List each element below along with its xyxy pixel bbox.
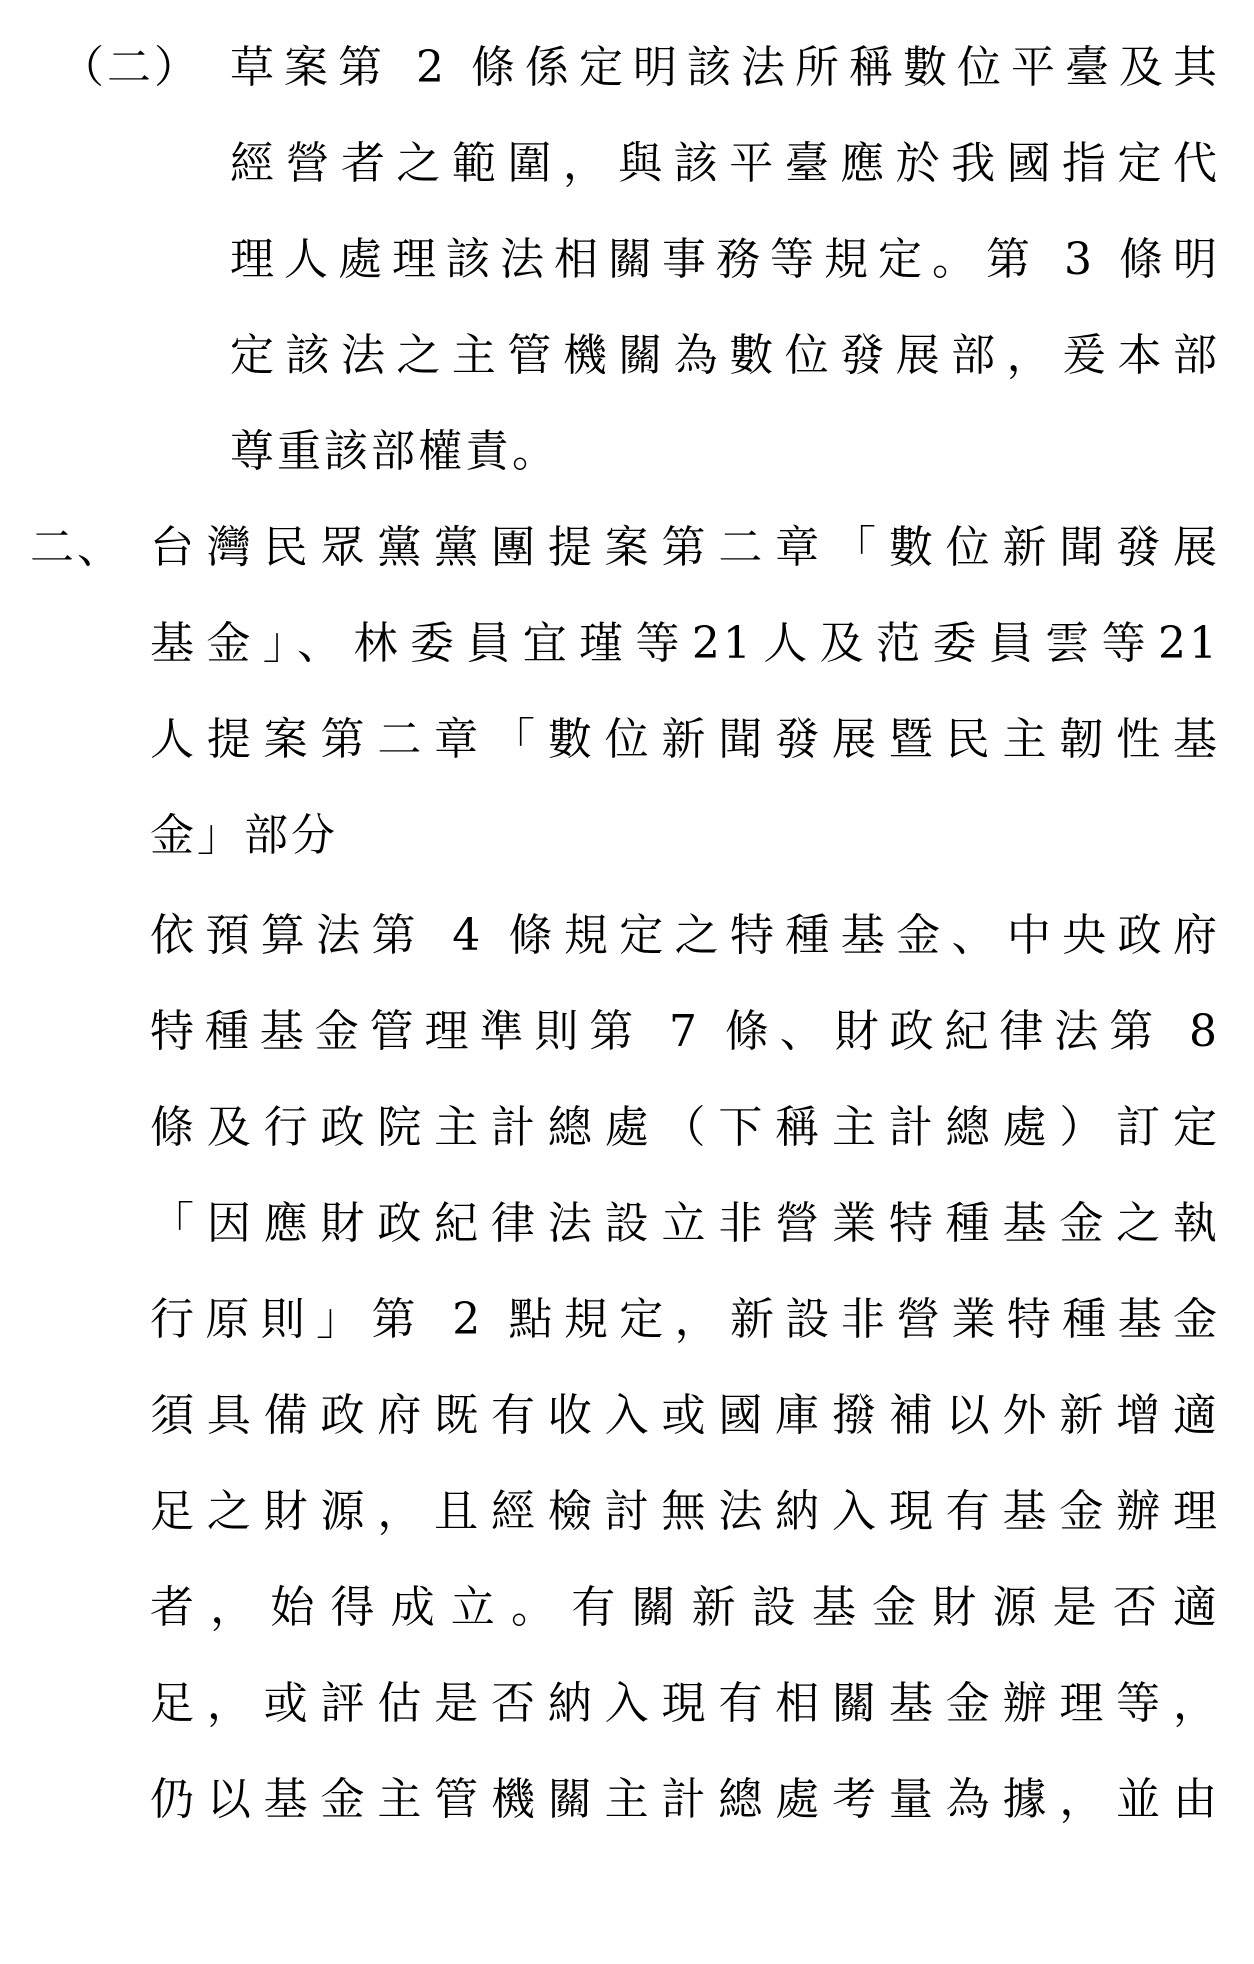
section-label: 二、	[30, 522, 124, 573]
sub-item-line-3: 理人處理該法相關事務等規定。第 3 條明	[230, 234, 1220, 285]
sub-item-line-1: 草案第 2 條係定明該法所稱數位平臺及其	[230, 42, 1220, 93]
body-line-3: 條及行政院主計總處（下稱主計總處）訂定	[150, 1102, 1220, 1153]
body-line-4: 「因應財政紀律法設立非營業特種基金之執	[150, 1198, 1220, 1249]
body-line-2: 特種基金管理準則第 7 條、財政紀律法第 8	[150, 1006, 1220, 1057]
sub-item-label: （二）	[60, 42, 201, 93]
body-line-1: 依預算法第 4 條規定之特種基金、中央政府	[150, 910, 1220, 961]
section-heading-line-4: 金」部分	[150, 810, 338, 861]
section-heading-line-2: 基金」、林委員宜瑾等21人及范委員雲等21	[150, 618, 1220, 669]
sub-item-line-4: 定該法之主管機關為數位發展部，爰本部	[230, 330, 1220, 381]
body-line-7: 足之財源，且經檢討無法納入現有基金辦理	[150, 1486, 1220, 1537]
sub-item-line-5: 尊重該部權責。	[230, 426, 559, 477]
section-heading-line-1: 台灣民眾黨黨團提案第二章「數位新聞發展	[150, 522, 1220, 573]
sub-item-line-2: 經營者之範圍，與該平臺應於我國指定代	[230, 138, 1220, 189]
body-line-6: 須具備政府既有收入或國庫撥補以外新增適	[150, 1390, 1220, 1441]
section-heading-line-3: 人提案第二章「數位新聞發展暨民主韌性基	[150, 714, 1220, 765]
body-line-9: 足，或評估是否納入現有相關基金辦理等，	[150, 1678, 1220, 1729]
body-line-8: 者，始得成立。有關新設基金財源是否適	[150, 1582, 1220, 1633]
body-line-5: 行原則」第 2 點規定，新設非營業特種基金	[150, 1294, 1220, 1345]
body-line-10: 仍以基金主管機關主計總處考量為據，並由	[150, 1774, 1220, 1825]
